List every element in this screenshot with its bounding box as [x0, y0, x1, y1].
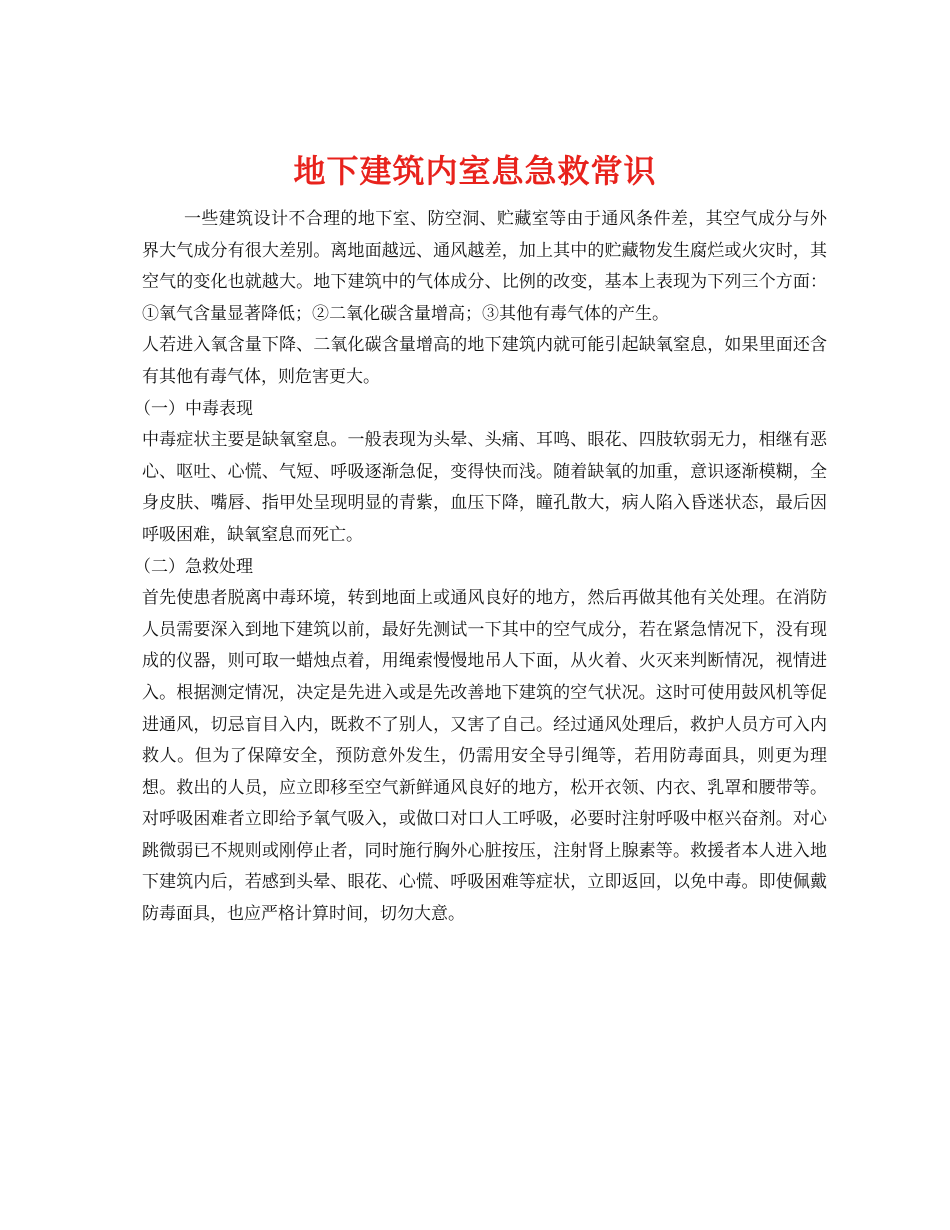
document-body: [134, 204, 827, 931]
section-heading-symptoms: （一）中毒表现: [134, 398, 253, 419]
section-heading-first-aid: （二）急救处理: [134, 556, 253, 577]
intro-paragraph: 一些建筑设计不合理的地下室、防空洞、贮藏室等由于通风条件差，其空气成分与外界大气成分有很大差别。离地面越远、通风越差，加上其中的贮藏物发生腐烂或火灾时，其空气的变化也就越大。地下建筑中的气体成分、比例的改变，基本上表现为下列三个方面：①氧气含量显著降低；②二氧化碳含量增高；③其他有毒气体的产生。: [142, 209, 827, 324]
document-title: 地下建筑内室息急救常识: [293, 152, 657, 191]
risk-paragraph: 人若进入氧含量下降、二氧化碳含量增高的地下建筑内就可能引起缺氧窒息，如果里面还含有其他有毒气体，则危害更大。: [142, 335, 827, 387]
first-aid-paragraph: 首先使患者脱离中毒环境，转到地面上或通风良好的地方，然后再做其他有关处理。在消防人员需要深入到地下建筑以前，最好先测试一下其中的空气成分，若在紧急情况下，没有现成的仪器，则可取一蜡烛点着，用绳索慢慢地吊人下面，从火着、火灭来判断情况，视情进入。根据测定情况，决定是先进入或是先改善地下建筑的空气状况。这时可使用鼓风机等促进通风，切忌盲目入内，既救不了别人，又害了自己。经过通风处理后，救护人员方可入内救人。但为了保障安全，预防意外发生，仍需用安全导引绳等，若用防毒面具，则更为理想。救出的人员，应立即移至空气新鲜通风良好的地方，松开衣领、内衣、乳罩和腰带等。对呼吸困难者立即给予氧气吸入，或做口对口人工呼吸，必要时注射呼吸中枢兴奋剂。对心跳微弱已不规则或刚停止者，同时施行胸外心脏按压，注射肾上腺素等。救援者本人进入地下建筑内后，若感到头晕、眼花、心慌、呼吸困难等症状，立即返回，以免中毒。即使佩戴防毒面具，也应严格计算时间，切勿大意。: [142, 588, 827, 925]
symptoms-paragraph: 中毒症状主要是缺氧窒息。一般表现为头晕、头痛、耳鸣、眼花、四肢软弱无力，相继有恶心、呕吐、心慌、气短、呼吸逐渐急促，变得快而浅。随着缺氧的加重，意识逐渐模糊，全身皮肤、嘴唇、指甲处呈现明显的青紫，血压下降，瞳孔散大，病人陷入昏迷状态，最后因呼吸困难，缺氧窒息而死亡。: [142, 430, 827, 545]
